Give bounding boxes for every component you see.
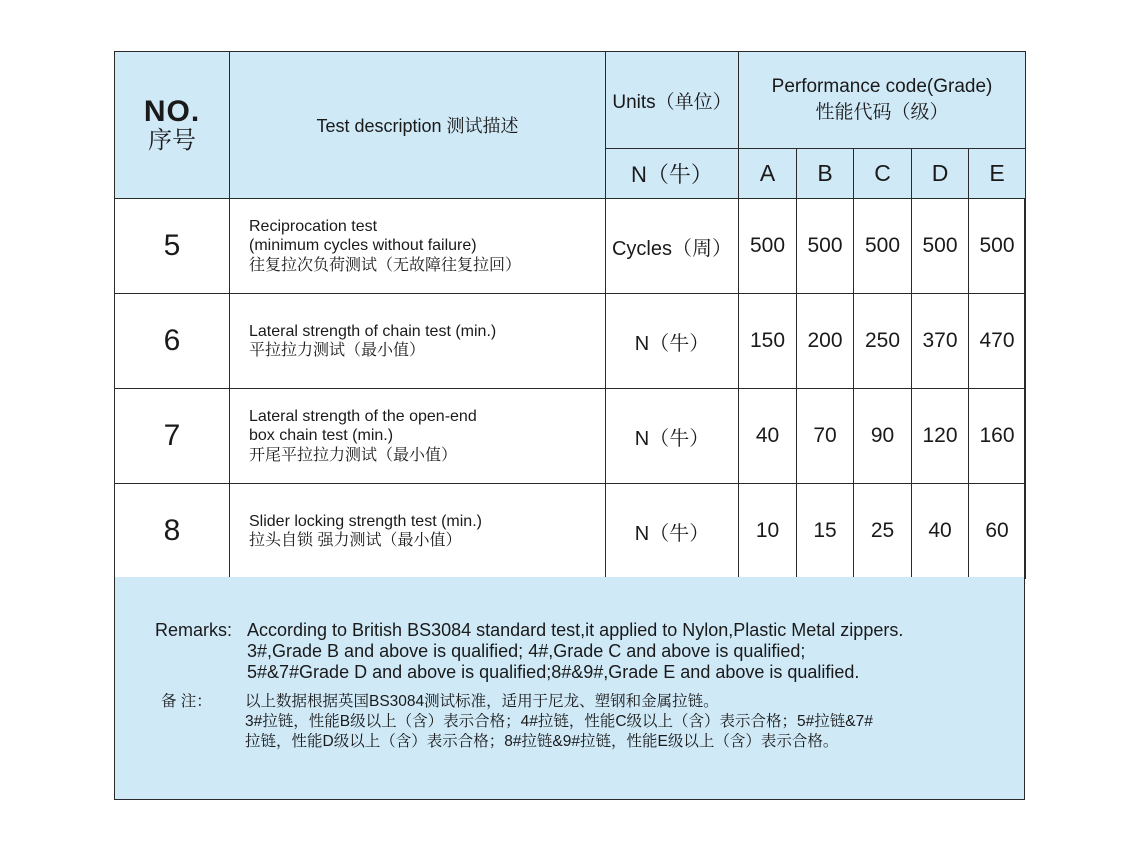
value-a: 10 [739,484,797,579]
row-number: 6 [115,294,230,389]
value-a: 500 [739,199,797,294]
value-a: 150 [739,294,797,389]
value-d: 370 [912,294,969,389]
remarks-label: Remarks: [155,620,233,640]
desc-line: 拉头自锁 强力测试（最小值） [249,532,462,549]
performance-table [114,51,1026,579]
remarks-english [155,620,903,683]
value-d: 40 [912,484,969,579]
remarks-cn-line: 以上数据根据英国BS3084测试标准，适用于尼龙、塑钢和金属拉链。 [245,693,719,710]
test-description-header: Test description 测试描述 [230,52,606,199]
value-b: 200 [797,294,854,389]
grade-e-header: E [969,149,1026,199]
unit-n-header: N（牛） [606,149,739,199]
value-c: 500 [854,199,912,294]
value-a: 40 [739,389,797,484]
grade-b-header: B [797,149,854,199]
row-description [230,484,606,579]
no-header [115,52,230,199]
row-description [230,294,606,389]
value-d: 120 [912,389,969,484]
desc-line: 开尾平拉拉力测试（最小值） [249,446,458,464]
remarks-chinese [161,692,873,752]
remarks-panel [115,577,1024,799]
row-unit: N（牛） [606,294,739,389]
row-description [230,199,606,294]
row-unit: Cycles（周） [606,199,739,294]
desc-line: (minimum cycles without failure) [249,237,477,255]
value-b: 15 [797,484,854,579]
desc-line: 平拉拉力测试（最小值） [249,342,426,359]
performance-code-cn: 性能代码（级） [815,102,949,123]
table-row [115,294,1026,389]
value-e: 60 [969,484,1026,579]
value-c: 90 [854,389,912,484]
value-e: 160 [969,389,1026,484]
performance-code-en: Performance code(Grade) [771,76,993,98]
value-c: 25 [854,484,912,579]
desc-line: Lateral strength of chain test (min.) [249,322,497,340]
no-header-cn: 序号 [148,127,196,155]
value-e: 470 [969,294,1026,389]
performance-code-header [739,52,1026,149]
remarks-line: According to British BS3084 standard test,it applied to Nylon,Plastic Metal zippers. [247,620,904,640]
table-row [115,389,1026,484]
remarks-cn-line: 拉链，性能D级以上（含）表示合格；8#拉链&9#拉链，性能E级以上（含）表示合格。 [245,733,839,750]
desc-line: Lateral strength of the open-end [249,408,477,426]
row-number: 7 [115,389,230,484]
remarks-line: 5#&7#Grade D and above is qualified;8#&9#,Grade E and above is qualified. [247,662,860,682]
table-row [115,199,1026,294]
no-header-en: NO. [143,95,201,129]
row-number: 5 [115,199,230,294]
desc-line: Slider locking strength test (min.) [249,512,482,530]
row-description [230,389,606,484]
desc-line: Reciprocation test [249,218,378,236]
row-number: 8 [115,484,230,579]
grade-a-header: A [739,149,797,199]
table-row [115,484,1026,579]
value-c: 250 [854,294,912,389]
value-b: 70 [797,389,854,484]
remarks-cn-line: 3#拉链，性能B级以上（含）表示合格；4#拉链，性能C级以上（含）表示合格；5#拉链&7# [245,713,873,730]
value-d: 500 [912,199,969,294]
value-e: 500 [969,199,1026,294]
remarks-cn-label: 备 注： [161,693,212,710]
row-unit: N（牛） [606,389,739,484]
grade-d-header: D [912,149,969,199]
row-unit: N（牛） [606,484,739,579]
units-header: Units（单位） [606,52,739,149]
grade-c-header: C [854,149,912,199]
desc-line: box chain test (min.) [249,427,394,445]
desc-line: 往复拉次负荷测试（无故障往复拉回） [249,256,522,274]
value-b: 500 [797,199,854,294]
remarks-line: 3#,Grade B and above is qualified; 4#,Grade C and above is qualified; [247,641,806,661]
